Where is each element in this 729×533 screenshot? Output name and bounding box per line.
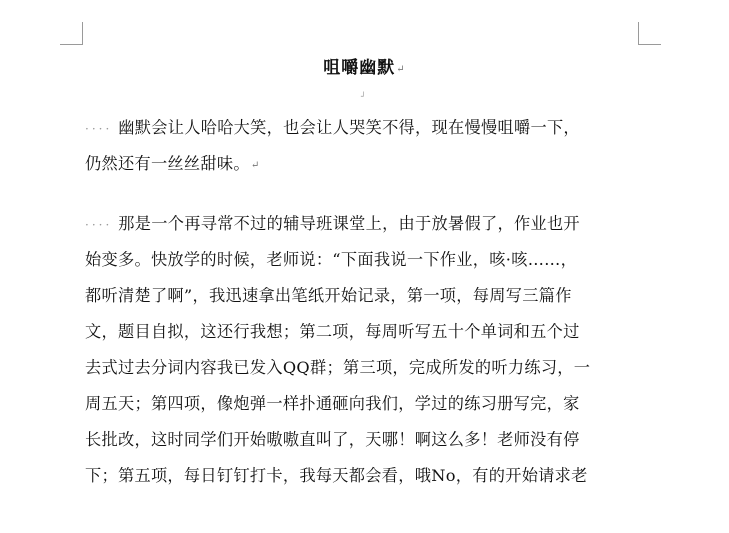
paragraph-line — [85, 110, 645, 146]
line-text: 仍然还有一丝丝甜味。 — [85, 154, 250, 173]
line-text: 始变多。快放学的时候，老师说：“下面我说一下作业，咳·咳……， — [85, 250, 578, 269]
paragraph-line — [85, 278, 645, 314]
line-text: 那是一个再寻常不过的辅导班课堂上，由于放暑假了，作业也开 — [118, 214, 580, 233]
line-text: 长批改，这时同学们开始嗷嗷直叫了，天哪！啊这么多！老师没有停 — [85, 430, 580, 449]
paragraph-line — [85, 350, 645, 386]
document-title — [0, 53, 729, 78]
paragraph-line — [85, 206, 645, 242]
line-text: 都听清楚了啊”，我迅速拿出笔纸开始记录，第一项，每周写三篇作 — [85, 286, 572, 305]
line-text: 幽默会让人哈哈大笑，也会让人哭笑不得，现在慢慢咀嚼一下， — [118, 118, 580, 137]
paragraph-2 — [85, 206, 645, 494]
paragraph-line — [85, 314, 645, 350]
line-text: 去式过去分词内容我已发入QQ群；第三项，完成所发的听力练习，一 — [85, 358, 591, 377]
paragraph-mark-icon: ↵ — [250, 160, 260, 171]
paragraph-line — [85, 458, 645, 494]
paragraph-line — [85, 242, 645, 278]
line-text: 下；第五项，每日钉钉打卡，我每天都会看，哦No，有的开始请求老 — [85, 466, 588, 485]
anchor-mark: ┘ — [361, 92, 366, 101]
crop-mark-top-left — [60, 22, 83, 45]
crop-mark-top-right — [638, 22, 661, 45]
paragraph-line — [85, 386, 645, 422]
indent-marks: ···· — [85, 122, 113, 136]
title-text: 咀嚼幽默 — [323, 58, 396, 78]
line-text: 文，题目自拟，这还行我想；第二项，每周听写五十个单词和五个过 — [85, 322, 580, 341]
paragraph-1 — [85, 110, 645, 182]
paragraph-mark-icon: ↵ — [396, 64, 406, 75]
paragraph-line — [85, 422, 645, 458]
paragraph-line — [85, 146, 645, 182]
indent-marks: ···· — [85, 218, 113, 232]
line-text: 周五天；第四项，像炮弹一样扑通砸向我们，学过的练习册写完，家 — [85, 394, 580, 413]
